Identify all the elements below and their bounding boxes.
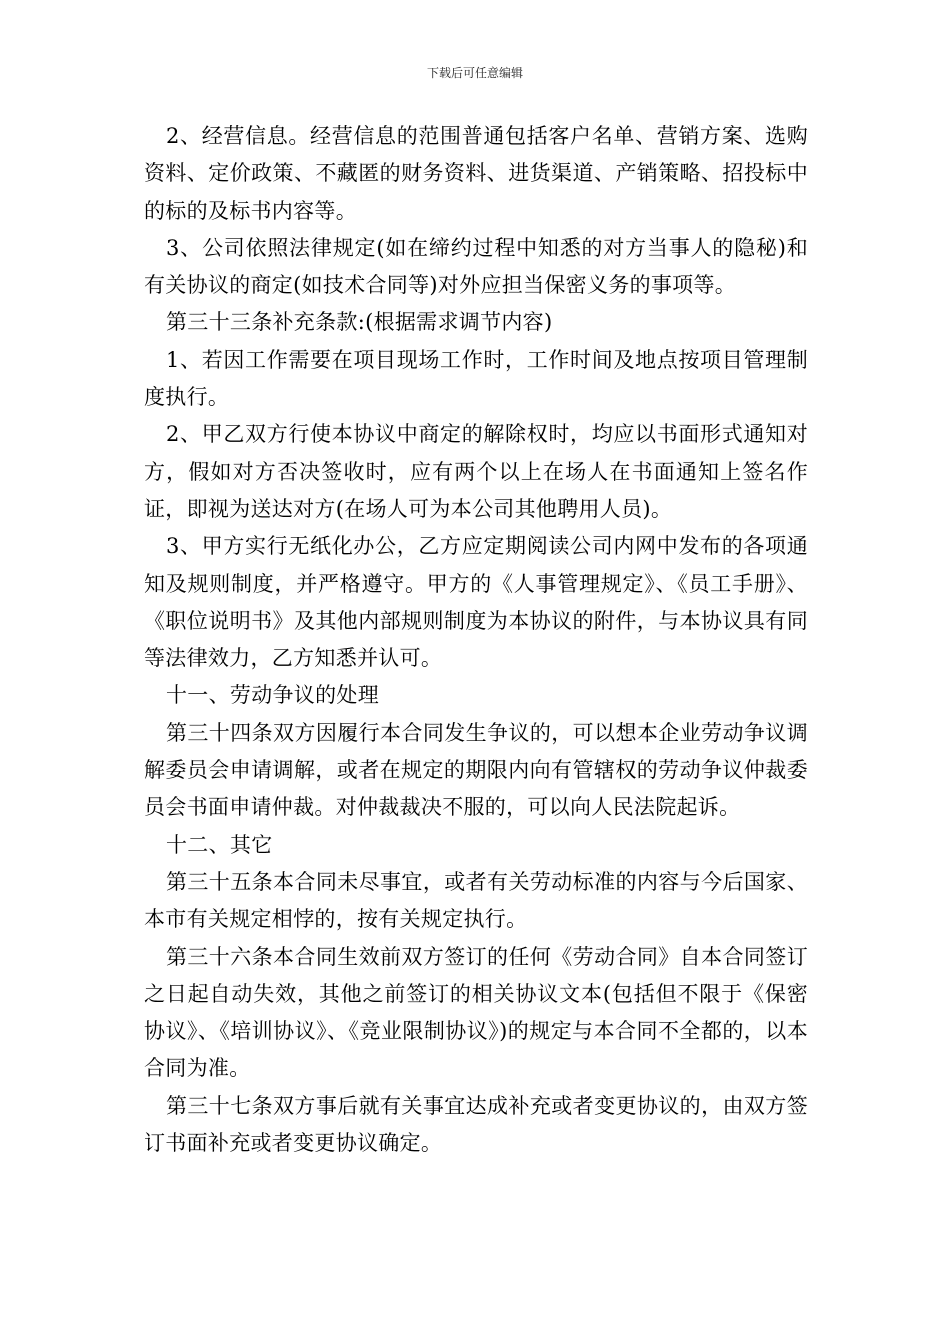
section-11-heading: 十一、劳动争议的处理: [166, 683, 379, 708]
paragraph-business-info: 2、经营信息。经营信息的范围普通包括客户名单、营销方案、选购资料、定价政策、不藏匿的财务资料、进货渠道、产销策略、招投标中的标的及标书内容等。: [144, 124, 808, 223]
article-36: 第三十六条本合同生效前双方签订的任何《劳动合同》自本合同签订之日起自动失效，其他之前签订的相关协议文本(包括但不限于《保密协议》、《培训协议》、《竞业限制协议》)的规定与本合同不全都的，以本合同为准。: [144, 944, 808, 1081]
article-33-heading: 第三十三条补充条款:(根据需求调节内容): [166, 310, 553, 335]
article-33-item-1: 1、若因工作需要在项目现场工作时，工作时间及地点按项目管理制度执行。: [144, 347, 808, 410]
section-12-heading: 十二、其它: [166, 832, 273, 857]
page-header: 下载后可任意编辑: [426, 66, 523, 80]
article-37: 第三十七条双方事后就有关事宜达成补充或者变更协议的，由双方签订书面补充或者变更协议确定。: [144, 1093, 808, 1156]
document-body: [144, 118, 808, 1162]
article-34: 第三十四条双方因履行本合同发生争议的，可以想本企业劳动争议调解委员会申请调解，或者在规定的期限内向有管辖权的劳动争议仲裁委员会书面申请仲裁。对仲裁裁决不服的，可以向人民法院起诉。: [144, 720, 808, 820]
article-35: 第三十五条本合同未尽事宜，或者有关劳动标准的内容与今后国家、本市有关规定相悖的，按有关规定执行。: [144, 869, 808, 932]
article-33-item-3: 3、甲方实行无纸化办公，乙方应定期阅读公司内网中发布的各项通知及规则制度，并严格遵守。甲方的《人事管理规定》、《员工手册》、《职位说明书》及其他内部规则制度为本协议的附件，与本协议具有同等法律效力，乙方知悉并认可。: [144, 534, 808, 671]
article-33-item-2: 2、甲乙双方行使本协议中商定的解除权时，均应以书面形式通知对方，假如对方否决签收时，应有两个以上在场人在书面通知上签名作证，即视为送达对方(在场人可为本公司其他聘用人员)。: [144, 422, 808, 521]
paragraph-legal-confidentiality: 3、公司依照法律规定(如在缔约过程中知悉的对方当事人的隐秘)和有关协议的商定(如技术合同等)对外应担当保密义务的事项等。: [144, 235, 808, 298]
